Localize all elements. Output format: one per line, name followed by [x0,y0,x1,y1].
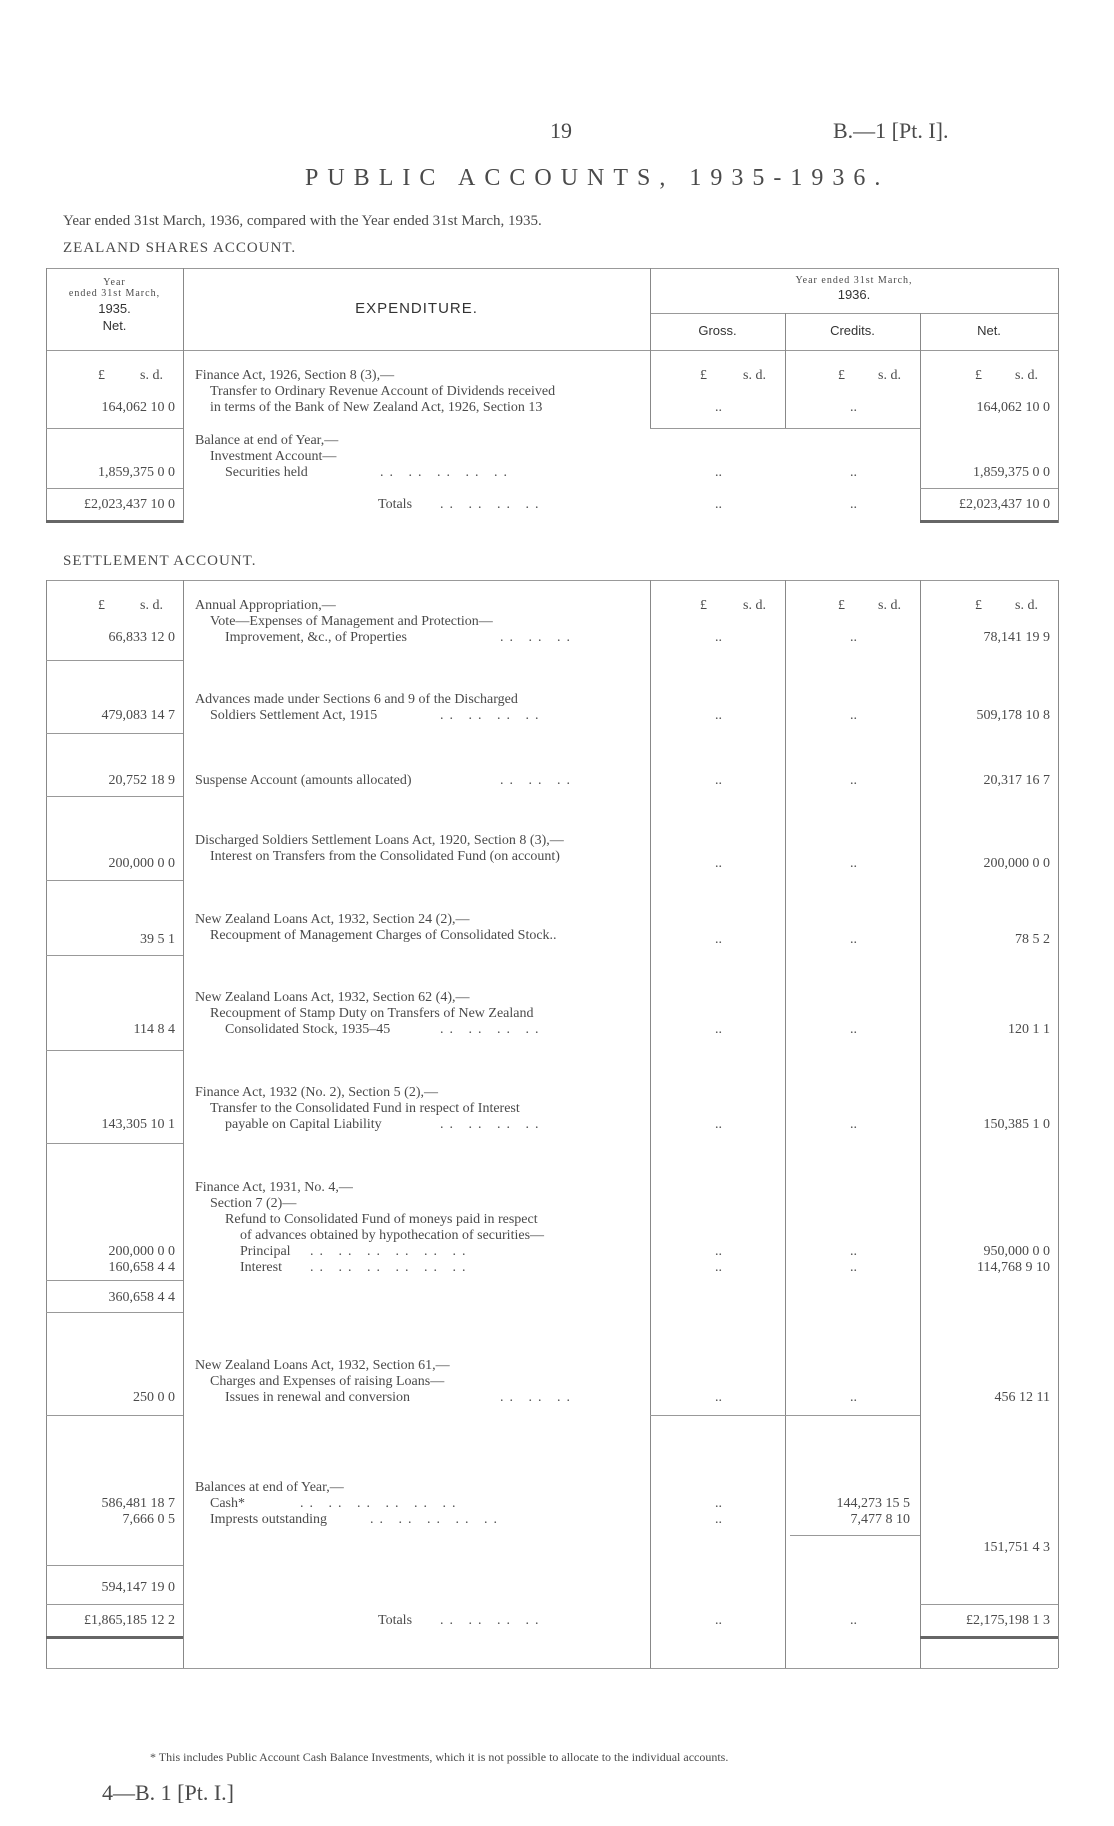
header-subrule [650,313,1058,314]
currency-sd: s. d. [140,368,163,383]
section-title-shares: ZEALAND SHARES ACCOUNT. [63,240,297,256]
totals-prev: £2,023,437 10 0 [84,497,175,512]
imprests-label: Imprests outstanding [210,1512,328,1527]
header-left-net: Net. [102,318,127,333]
cash-label: Cash* [210,1496,245,1511]
principal-label: Principal [240,1244,291,1259]
section-title-settlement: SETTLEMENT ACCOUNT. [63,553,257,569]
header-net: Net. [977,323,1001,338]
totals-label-settlement: Totals [378,1613,413,1628]
totals-label: Totals [378,497,413,512]
header-right-year: 1936. [837,287,871,302]
header-left-line2: ended 31st March, [68,288,161,299]
row-description: Finance Act, 1926, Section 8 (3),— [195,368,395,383]
page-number: 19 [550,118,572,143]
header-left-line1: Year [103,277,126,288]
header-left-year: 1935. [98,301,131,316]
header-right-line1: Year ended 31st March, [795,275,913,286]
interest-label: Interest [240,1260,282,1275]
header-gross: Gross. [698,323,737,338]
header-bottom-rule [46,350,1058,351]
table-top-rule [46,268,1058,269]
footnote: * This includes Public Account Cash Balance Investments, which it is not possible to allocate to the individual accounts. [150,1750,729,1764]
totals-prev-settlement: £1,865,185 12 2 [84,1613,175,1628]
page-title: PUBLIC ACCOUNTS, 1935-1936. [305,165,890,191]
header-credits: Credits. [830,323,875,338]
row-prev-net: 164,062 10 0 [101,400,175,415]
totals-net: £2,023,437 10 0 [959,497,1050,512]
plate-reference: 4—B. 1 [Pt. I.] [102,1780,234,1805]
year-line: Year ended 31st March, 1936, compared with the Year ended 31st March, 1935. [63,213,542,229]
currency-pound: £ [98,368,105,383]
row-net: 164,062 10 0 [976,400,1050,415]
header-expenditure: EXPENDITURE. [355,300,478,317]
document-reference: B.—1 [Pt. I]. [833,118,949,143]
totals-net-settlement: £2,175,198 1 3 [966,1613,1050,1628]
